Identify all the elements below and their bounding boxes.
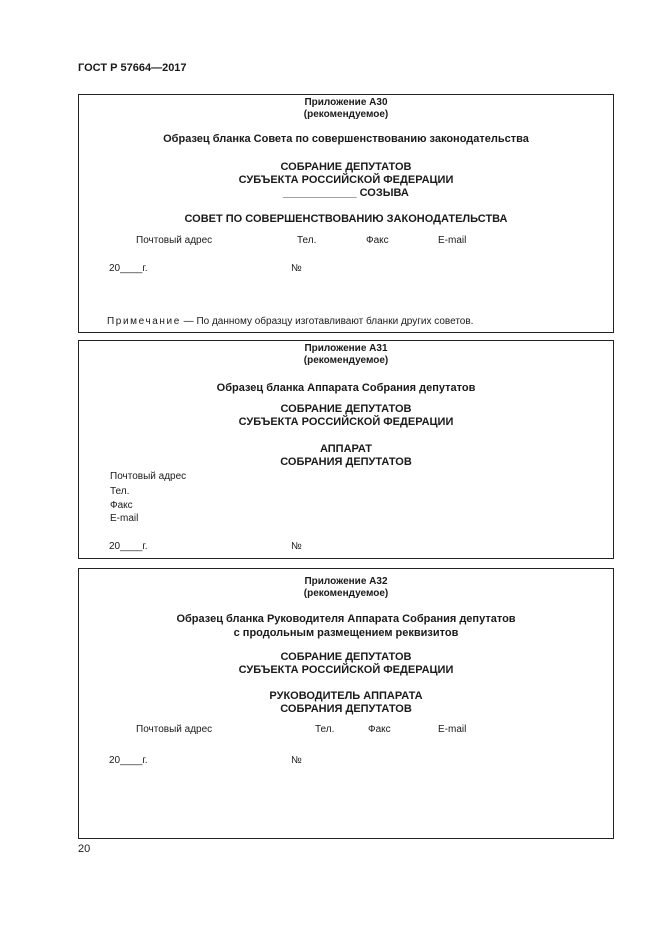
a32-date: 20____г. <box>109 755 148 766</box>
a32-tel: Тел. <box>315 724 335 735</box>
a31-number: № <box>291 541 302 552</box>
a32-email: E-mail <box>438 724 467 735</box>
a30-fax: Факс <box>366 235 389 246</box>
a30-postal-address: Почтовый адрес <box>136 235 213 246</box>
a30-council-name: СОВЕТ ПО СОВЕРШЕНСТВОВАНИЮ ЗАКОНОДАТЕЛЬСТВА <box>184 213 508 225</box>
a32-fax: Факс <box>368 724 391 735</box>
document-header: ГОСТ Р 57664—2017 <box>78 62 187 74</box>
a31-email: E-mail <box>110 513 139 524</box>
appendix-a32-title-line2: с продольным размещением реквизитов <box>233 627 459 639</box>
a31-date: 20____г. <box>109 541 148 552</box>
a30-tel: Тел. <box>297 235 317 246</box>
a32-unit-line1: РУКОВОДИТЕЛЬ АППАРАТА <box>269 690 423 702</box>
appendix-a31-status: (рекомендуемое) <box>303 355 389 366</box>
a30-convocation-blank: ____________ <box>283 187 357 199</box>
a31-unit-line1: АППАРАТ <box>319 443 373 455</box>
a32-unit-line2: СОБРАНИЯ ДЕПУТАТОВ <box>280 703 412 715</box>
appendix-a32-title-line1: Образец бланка Руководителя Аппарата Собрания депутатов <box>176 613 516 625</box>
appendix-a30-title: Образец бланка Совета по совершенствованию законодательства <box>163 133 529 145</box>
appendix-a32-label: Приложение А32 <box>304 576 388 587</box>
a30-convocation <box>79 187 613 199</box>
appendix-a30-panel <box>78 94 614 333</box>
a30-assembly-line2: СУБЪЕКТА РОССИЙСКОЙ ФЕДЕРАЦИИ <box>238 174 454 186</box>
appendix-a32-status: (рекомендуемое) <box>303 588 389 599</box>
a32-number: № <box>291 755 302 766</box>
appendix-a31-title: Образец бланка Аппарата Собрания депутатов <box>216 382 476 394</box>
a31-unit-line2: СОБРАНИЯ ДЕПУТАТОВ <box>280 456 412 468</box>
a31-fax: Факс <box>110 500 133 511</box>
a31-postal-address: Почтовый адрес <box>110 471 187 482</box>
a31-assembly-line1: СОБРАНИЕ ДЕПУТАТОВ <box>280 403 412 415</box>
appendix-a30-label: Приложение А30 <box>304 97 388 108</box>
a30-email: E-mail <box>438 235 467 246</box>
a32-assembly-line2: СУБЪЕКТА РОССИЙСКОЙ ФЕДЕРАЦИИ <box>238 664 454 676</box>
a31-assembly-line2: СУБЪЕКТА РОССИЙСКОЙ ФЕДЕРАЦИИ <box>238 416 454 428</box>
a31-tel: Тел. <box>110 486 130 497</box>
a30-convocation-label: СОЗЫВА <box>359 187 409 199</box>
page-number: 20 <box>78 843 91 855</box>
appendix-a31-panel <box>78 340 614 559</box>
a32-assembly-line1: СОБРАНИЕ ДЕПУТАТОВ <box>280 651 412 663</box>
a30-note-text: — По данному образцу изготавливают бланки других советов. <box>180 316 474 327</box>
appendix-a30-status: (рекомендуемое) <box>303 109 389 120</box>
a30-note-label: Примечание <box>107 316 181 327</box>
a30-note <box>107 316 473 327</box>
appendix-a32-panel <box>78 568 614 839</box>
a32-postal-address: Почтовый адрес <box>136 724 213 735</box>
a30-date: 20____г. <box>109 263 148 274</box>
a30-assembly-line1: СОБРАНИЕ ДЕПУТАТОВ <box>280 161 412 173</box>
a30-number: № <box>291 263 302 274</box>
appendix-a31-label: Приложение А31 <box>304 343 388 354</box>
